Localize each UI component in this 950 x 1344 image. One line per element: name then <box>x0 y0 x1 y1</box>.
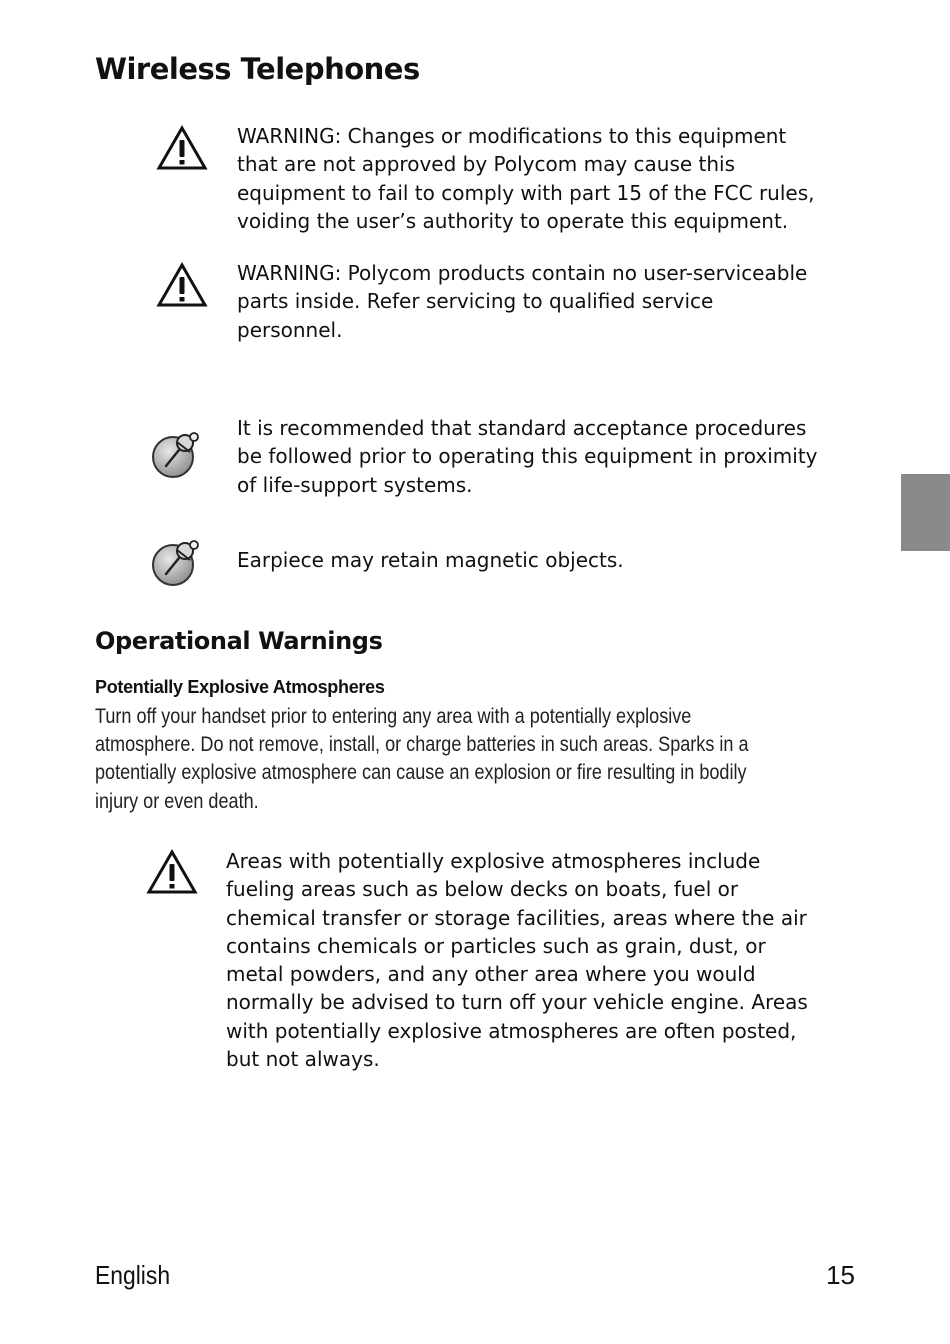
text-line: be followed prior to operating this equipment in proximity <box>237 444 818 469</box>
text-line: voiding the user’s authority to operate this equipment. <box>237 208 789 233</box>
text-line: It is recommended that standard acceptance procedures <box>237 416 807 440</box>
text-line: WARNING: Changes or modifications to this equipment <box>237 124 787 148</box>
chapter-thumb-tab <box>901 474 950 551</box>
footer-language: English <box>95 1260 171 1290</box>
text-line: that are not approved by Polycom may cause this <box>237 152 736 177</box>
page-title: Wireless Telephones <box>95 52 420 86</box>
pushpin-note-icon <box>150 536 204 588</box>
warning-triangle-icon <box>156 125 208 171</box>
text-line: injury or even death. <box>95 789 259 813</box>
text-line: fueling areas such as below decks on boats, fuel or <box>226 877 739 902</box>
tip-note-text <box>237 546 624 574</box>
text-line: chemical transfer or storage facilities, areas where the air <box>226 905 807 930</box>
warning-note-text <box>237 122 815 235</box>
warning-note-text <box>226 847 808 1073</box>
text-line: normally be advised to turn off your vehicle engine. Areas <box>226 990 808 1015</box>
subsection-heading: Potentially Explosive Atmospheres <box>95 677 385 697</box>
warning-triangle-icon <box>156 262 208 308</box>
pushpin-note-icon <box>150 428 204 480</box>
text-line: potentially explosive atmosphere can cause an explosion or fire resulting in bodily <box>95 761 747 785</box>
warning-triangle-icon <box>146 849 198 895</box>
text-line: WARNING: Polycom products contain no user-serviceable <box>237 261 808 285</box>
text-line: equipment to fail to comply with part 15 of the FCC rules, <box>237 180 815 205</box>
tip-note-text <box>237 414 818 499</box>
text-line: parts inside. Refer servicing to qualified service <box>237 289 714 314</box>
section-heading: Operational Warnings <box>95 627 383 655</box>
text-line: Turn off your handset prior to entering any area with a potentially explosive <box>95 705 692 728</box>
text-line: but not always. <box>226 1047 380 1072</box>
text-line: metal powders, and any other area where you would <box>226 962 756 987</box>
text-line: with potentially explosive atmospheres are often posted, <box>226 1018 797 1043</box>
text-line: contains chemicals or particles such as grain, dust, or <box>226 933 766 958</box>
text-line: atmosphere. Do not remove, install, or charge batteries in such areas. Sparks in a <box>95 733 749 757</box>
text-line: of life-support systems. <box>237 472 473 497</box>
warning-note-text <box>237 259 807 344</box>
text-line: Areas with potentially explosive atmospheres include <box>226 849 761 873</box>
text-line: Earpiece may retain magnetic objects. <box>237 548 624 572</box>
body-paragraph <box>95 703 749 816</box>
page-number: 15 <box>826 1260 855 1290</box>
text-line: personnel. <box>237 317 343 342</box>
